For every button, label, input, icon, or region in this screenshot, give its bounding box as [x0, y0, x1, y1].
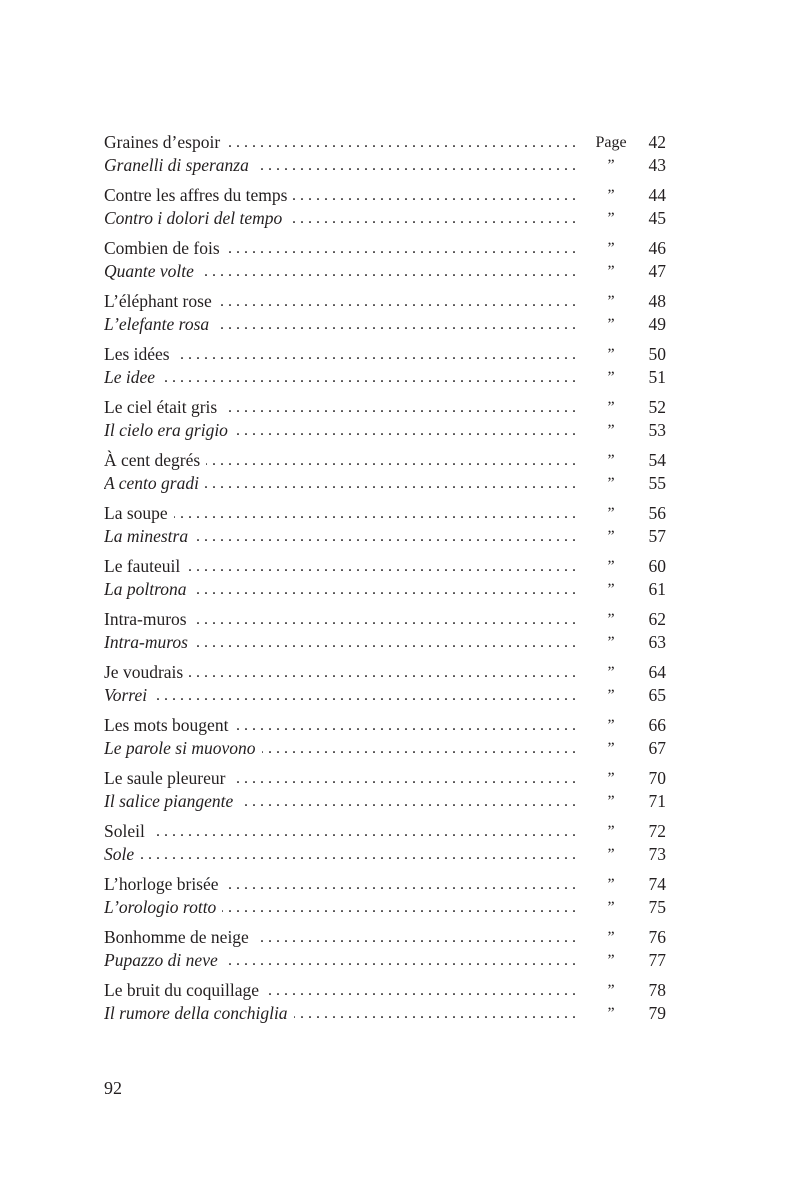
- toc-entry-french[interactable]: [104, 979, 666, 1002]
- title-leader: [104, 979, 576, 1002]
- dot-leader: [161, 366, 576, 389]
- page-marker: ”: [607, 982, 615, 999]
- toc-entry-french[interactable]: [104, 396, 666, 419]
- title-leader: [104, 843, 576, 866]
- page-marker: ”: [607, 770, 615, 787]
- entry-title: Bonhomme de neige: [104, 926, 255, 949]
- page-marker: ”: [607, 157, 615, 174]
- page-marker: ”: [607, 687, 615, 704]
- title-leader: [104, 366, 576, 389]
- toc-entry-pair: [104, 979, 666, 1032]
- entry-title: Il salice piangente: [104, 790, 239, 813]
- entry-page-number: 75: [648, 897, 666, 917]
- page-marker: ”: [607, 240, 615, 257]
- entry-title: Contre les affres du temps: [104, 184, 293, 207]
- entry-page-number: 50: [648, 344, 666, 364]
- page-marker: ”: [607, 899, 615, 916]
- entry-page-number: 74: [648, 874, 666, 894]
- entry-page-number: 72: [648, 821, 666, 841]
- entry-page-number: 64: [648, 662, 666, 682]
- dot-leader: [174, 502, 576, 525]
- toc-entry-pair: [104, 661, 666, 714]
- page-marker: ”: [607, 793, 615, 810]
- entry-title: Le ciel était gris: [104, 396, 223, 419]
- entry-title: Combien de fois: [104, 237, 226, 260]
- entry-page-number: 43: [648, 155, 666, 175]
- entry-page-number: 45: [648, 208, 666, 228]
- toc-entry-french[interactable]: [104, 926, 666, 949]
- title-leader: [104, 873, 576, 896]
- entry-title: Graines d’espoir: [104, 131, 226, 154]
- dot-leader: [206, 449, 576, 472]
- page-marker: ”: [607, 293, 615, 310]
- dot-leader: [176, 343, 576, 366]
- title-leader: [104, 154, 576, 177]
- dot-leader: [186, 555, 576, 578]
- toc-entry-italian[interactable]: [104, 525, 666, 548]
- entry-title: La soupe: [104, 502, 174, 525]
- page-marker: ”: [607, 634, 615, 651]
- entry-title: La minestra: [104, 525, 194, 548]
- title-leader: [104, 926, 576, 949]
- title-leader: [104, 396, 576, 419]
- dot-leader: [226, 131, 576, 154]
- dot-leader: [255, 154, 576, 177]
- title-leader: [104, 525, 576, 548]
- page-marker: ”: [607, 263, 615, 280]
- toc-entry-italian[interactable]: [104, 207, 666, 230]
- entry-title: Il cielo era grigio: [104, 419, 234, 442]
- toc-entry-italian[interactable]: [104, 843, 666, 866]
- entry-page-number: 53: [648, 420, 666, 440]
- toc-entry-pair: [104, 184, 666, 237]
- dot-leader: [215, 313, 576, 336]
- title-leader: [104, 184, 576, 207]
- entry-title: L’éléphant rose: [104, 290, 218, 313]
- dot-leader: [218, 290, 576, 313]
- entry-page-number: 44: [648, 185, 666, 205]
- entry-page-number: 77: [648, 950, 666, 970]
- title-leader: [104, 737, 576, 760]
- dot-leader: [205, 472, 576, 495]
- entry-page-number: 52: [648, 397, 666, 417]
- entry-page-number: 51: [648, 367, 666, 387]
- toc-entry-italian[interactable]: [104, 790, 666, 813]
- toc-entry-french[interactable]: [104, 820, 666, 843]
- toc-entry-french[interactable]: [104, 555, 666, 578]
- title-leader: [104, 608, 576, 631]
- entry-page-number: 66: [648, 715, 666, 735]
- dot-leader: [225, 873, 576, 896]
- toc-entry-pair: [104, 873, 666, 926]
- entry-page-number: 61: [648, 579, 666, 599]
- dot-leader: [234, 714, 576, 737]
- title-leader: [104, 343, 576, 366]
- dot-leader: [194, 631, 576, 654]
- toc-entry-french[interactable]: [104, 661, 666, 684]
- entry-title: A cento gradi: [104, 472, 205, 495]
- dot-leader: [265, 979, 576, 1002]
- title-leader: [104, 207, 576, 230]
- entry-title: La poltrona: [104, 578, 193, 601]
- title-leader: [104, 313, 576, 336]
- toc-entry-pair: [104, 767, 666, 820]
- toc-entry-french[interactable]: [104, 502, 666, 525]
- title-leader: [104, 896, 576, 919]
- title-leader: [104, 820, 576, 843]
- entry-title: Le idee: [104, 366, 161, 389]
- title-leader: [104, 472, 576, 495]
- title-leader: [104, 949, 576, 972]
- entry-title: Le parole si muovono: [104, 737, 262, 760]
- page-marker: ”: [607, 422, 615, 439]
- entry-title: À cent degrés: [104, 449, 206, 472]
- dot-leader: [222, 896, 576, 919]
- dot-leader: [151, 820, 576, 843]
- dot-leader: [293, 184, 576, 207]
- toc-entry-italian[interactable]: [104, 631, 666, 654]
- entry-page-number: 78: [648, 980, 666, 1000]
- title-leader: [104, 290, 576, 313]
- page-marker: ”: [607, 399, 615, 416]
- entry-page-number: 60: [648, 556, 666, 576]
- page-marker: ”: [607, 1005, 615, 1022]
- dot-leader: [255, 926, 576, 949]
- page-marker: ”: [607, 316, 615, 333]
- page-marker: ”: [607, 740, 615, 757]
- page-marker: ”: [607, 581, 615, 598]
- dot-leader: [194, 525, 576, 548]
- title-leader: [104, 1002, 576, 1025]
- dot-leader: [231, 767, 576, 790]
- entry-page-number: 47: [648, 261, 666, 281]
- page-marker: ”: [607, 611, 615, 628]
- entry-page-number: 56: [648, 503, 666, 523]
- entry-title: L’horloge brisée: [104, 873, 225, 896]
- title-leader: [104, 502, 576, 525]
- entry-title: Intra-muros: [104, 608, 193, 631]
- toc-entry-pair: [104, 820, 666, 873]
- toc-entry-italian[interactable]: [104, 313, 666, 336]
- entry-page-number: 71: [648, 791, 666, 811]
- title-leader: [104, 131, 576, 154]
- dot-leader: [224, 949, 576, 972]
- toc-entry-italian[interactable]: [104, 419, 666, 442]
- toc-entry-pair: [104, 608, 666, 661]
- toc-entry-italian[interactable]: [104, 949, 666, 972]
- toc-entry-pair: [104, 926, 666, 979]
- toc-entry-french[interactable]: [104, 608, 666, 631]
- title-leader: [104, 684, 576, 707]
- page-marker: ”: [607, 929, 615, 946]
- entry-title: Il rumore della conchiglia: [104, 1002, 294, 1025]
- dot-leader: [189, 661, 576, 684]
- toc-entry-french[interactable]: [104, 873, 666, 896]
- page-marker: ”: [607, 846, 615, 863]
- entry-title: Soleil: [104, 820, 151, 843]
- entry-title: Les mots bougent: [104, 714, 234, 737]
- entry-page-number: 42: [648, 132, 666, 152]
- dot-leader: [234, 419, 576, 442]
- entry-page-number: 63: [648, 632, 666, 652]
- toc-entry-french[interactable]: [104, 767, 666, 790]
- entry-page-number: 57: [648, 526, 666, 546]
- entry-page-number: 70: [648, 768, 666, 788]
- entry-title: Vorrei: [104, 684, 153, 707]
- toc-entry-pair: [104, 714, 666, 767]
- toc-entry-italian[interactable]: [104, 1002, 666, 1025]
- dot-leader: [239, 790, 576, 813]
- entry-title: Pupazzo di neve: [104, 949, 224, 972]
- page-marker: ”: [607, 528, 615, 545]
- page-marker: ”: [607, 210, 615, 227]
- dot-leader: [262, 737, 577, 760]
- entry-title: Contro i dolori del tempo: [104, 207, 288, 230]
- dot-leader: [226, 237, 576, 260]
- entry-page-number: 55: [648, 473, 666, 493]
- page-marker: ”: [607, 346, 615, 363]
- toc-entry-french[interactable]: [104, 131, 666, 154]
- toc-entry-pair: [104, 290, 666, 343]
- dot-leader: [153, 684, 576, 707]
- toc-entry-french[interactable]: [104, 184, 666, 207]
- dot-leader: [294, 1002, 576, 1025]
- toc-entry-italian[interactable]: [104, 366, 666, 389]
- page-marker: ”: [607, 505, 615, 522]
- toc-entry-italian[interactable]: [104, 896, 666, 919]
- page-number: 92: [104, 1078, 122, 1098]
- entry-page-number: 73: [648, 844, 666, 864]
- page-marker: ”: [607, 369, 615, 386]
- entry-page-number: 46: [648, 238, 666, 258]
- toc-entry-italian[interactable]: [104, 472, 666, 495]
- toc-entry-pair: [104, 555, 666, 608]
- page-marker: ”: [607, 187, 615, 204]
- title-leader: [104, 790, 576, 813]
- page-marker: ”: [607, 475, 615, 492]
- entry-page-number: 65: [648, 685, 666, 705]
- entry-title: Le saule pleureur: [104, 767, 231, 790]
- title-leader: [104, 260, 576, 283]
- entry-title: Granelli di speranza: [104, 154, 255, 177]
- page-marker: ”: [607, 558, 615, 575]
- dot-leader: [193, 608, 576, 631]
- toc-entry-pair: [104, 343, 666, 396]
- title-leader: [104, 419, 576, 442]
- entry-title: L’elefante rosa: [104, 313, 215, 336]
- entry-title: L’orologio rotto: [104, 896, 222, 919]
- toc-entry-italian[interactable]: [104, 737, 666, 760]
- entry-page-number: 54: [648, 450, 666, 470]
- entry-page-number: 48: [648, 291, 666, 311]
- page-marker: ”: [607, 952, 615, 969]
- entry-title: Le bruit du coquillage: [104, 979, 265, 1002]
- dot-leader: [200, 260, 576, 283]
- page-marker: Page: [595, 134, 627, 151]
- entry-title: Quante volte: [104, 260, 200, 283]
- entry-page-number: 67: [648, 738, 666, 758]
- dot-leader: [223, 396, 576, 419]
- entry-page-number: 79: [648, 1003, 666, 1023]
- toc-entry-french[interactable]: [104, 714, 666, 737]
- toc-entry-french[interactable]: [104, 343, 666, 366]
- toc-entry-french[interactable]: [104, 290, 666, 313]
- title-leader: [104, 661, 576, 684]
- dot-leader: [140, 843, 576, 866]
- entry-title: Sole: [104, 843, 140, 866]
- page-marker: ”: [607, 664, 615, 681]
- toc-entry-italian[interactable]: [104, 154, 666, 177]
- page-marker: ”: [607, 876, 615, 893]
- toc-entry-french[interactable]: [104, 449, 666, 472]
- entry-page-number: 49: [648, 314, 666, 334]
- toc-entry-pair: [104, 502, 666, 555]
- title-leader: [104, 449, 576, 472]
- page-marker: ”: [607, 452, 615, 469]
- title-leader: [104, 714, 576, 737]
- dot-leader: [193, 578, 577, 601]
- toc-entry-italian[interactable]: [104, 260, 666, 283]
- title-leader: [104, 555, 576, 578]
- entry-page-number: 76: [648, 927, 666, 947]
- page-marker: ”: [607, 823, 615, 840]
- entry-title: Intra-muros: [104, 631, 194, 654]
- toc-entry-pair: [104, 131, 666, 184]
- toc-entry-pair: [104, 237, 666, 290]
- title-leader: [104, 631, 576, 654]
- entry-title: Le fauteuil: [104, 555, 186, 578]
- toc-entry-italian[interactable]: [104, 578, 666, 601]
- entry-page-number: 62: [648, 609, 666, 629]
- entry-title: Les idées: [104, 343, 176, 366]
- title-leader: [104, 578, 576, 601]
- title-leader: [104, 767, 576, 790]
- page-marker: ”: [607, 717, 615, 734]
- toc-entry-italian[interactable]: [104, 684, 666, 707]
- entry-title: Je voudrais: [104, 661, 189, 684]
- toc-entry-pair: [104, 396, 666, 449]
- toc-entry-french[interactable]: [104, 237, 666, 260]
- toc-entry-pair: [104, 449, 666, 502]
- dot-leader: [288, 207, 576, 230]
- table-of-contents: [104, 131, 666, 1032]
- title-leader: [104, 237, 576, 260]
